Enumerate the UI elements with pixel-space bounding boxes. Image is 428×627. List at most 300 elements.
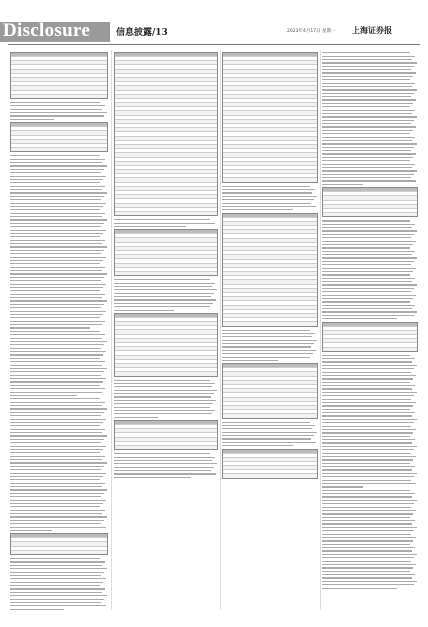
column-4 — [322, 50, 418, 610]
text-line — [10, 280, 101, 281]
text-line — [10, 159, 105, 160]
text-line — [10, 304, 104, 305]
text-line — [322, 388, 412, 389]
text-line — [322, 510, 416, 511]
text-line — [10, 115, 104, 116]
text-line — [10, 462, 107, 463]
text-line — [222, 330, 310, 331]
text-line — [322, 459, 413, 460]
text-line — [10, 530, 52, 531]
table-row — [11, 550, 107, 554]
text-line — [10, 578, 106, 579]
text-line — [10, 199, 101, 200]
text-line — [222, 435, 314, 436]
text-line — [10, 510, 105, 511]
text-line — [10, 429, 105, 430]
text-line — [322, 358, 415, 359]
text-line — [10, 297, 102, 298]
text-line — [10, 287, 103, 288]
text-line — [322, 493, 415, 494]
text-line — [10, 402, 105, 403]
text-line — [114, 457, 215, 458]
text-line — [10, 520, 104, 521]
text-line — [322, 157, 413, 158]
text-line — [222, 186, 310, 187]
text-line — [10, 263, 100, 264]
text-line — [222, 206, 316, 207]
data-table — [322, 187, 418, 217]
publication-date: 2023年4月17日 星期一 — [287, 29, 336, 34]
text-line — [10, 206, 103, 207]
text-line — [10, 425, 100, 426]
text-line — [322, 456, 416, 457]
text-line — [222, 422, 310, 423]
text-line — [322, 69, 411, 70]
text-line — [10, 568, 107, 569]
text-line — [114, 226, 186, 227]
text-line — [322, 52, 410, 53]
text-line — [322, 402, 416, 403]
text-line — [10, 496, 101, 497]
table-row — [223, 177, 317, 181]
text-line — [10, 119, 54, 120]
text-line — [322, 355, 410, 356]
text-line — [322, 395, 414, 396]
text-line — [10, 358, 100, 359]
text-line — [114, 303, 213, 304]
text-line — [322, 513, 413, 514]
text-line — [322, 385, 415, 386]
text-line — [222, 445, 293, 446]
column-1 — [10, 50, 108, 610]
table-row — [323, 212, 417, 216]
text-line — [222, 189, 315, 190]
text-line — [10, 176, 106, 177]
text-line — [10, 392, 102, 393]
table-row — [11, 94, 107, 98]
text-line — [322, 305, 415, 306]
text-line — [10, 371, 104, 372]
text-line — [322, 554, 417, 555]
text-line — [322, 268, 416, 269]
text-line — [10, 155, 100, 156]
text-line — [322, 103, 413, 104]
text-line — [322, 110, 415, 111]
text-line — [322, 301, 410, 302]
text-line — [322, 368, 414, 369]
text-line — [114, 400, 216, 401]
text-line — [322, 439, 415, 440]
text-line — [10, 375, 101, 376]
table-row — [115, 371, 217, 375]
text-line — [322, 584, 414, 585]
text-line — [322, 230, 417, 231]
text-line — [222, 357, 310, 358]
text-line — [322, 480, 411, 481]
text-line — [322, 79, 410, 80]
text-line — [10, 236, 100, 237]
text-line — [114, 470, 211, 471]
text-line — [10, 476, 103, 477]
text-line — [10, 558, 100, 559]
text-line — [114, 463, 217, 464]
text-line — [322, 540, 413, 541]
text-line — [10, 575, 101, 576]
text-line — [10, 422, 103, 423]
text-line — [322, 453, 411, 454]
text-line — [10, 311, 106, 312]
text-line — [322, 264, 411, 265]
text-line — [10, 213, 105, 214]
text-line — [322, 422, 414, 423]
text-line — [114, 286, 212, 287]
section-title: 信息披露/13 — [116, 28, 168, 38]
data-table — [10, 533, 108, 555]
text-line — [114, 310, 174, 311]
table-row — [223, 321, 317, 325]
text-line — [10, 565, 102, 566]
text-line — [10, 506, 100, 507]
text-line — [222, 343, 314, 344]
text-line — [10, 102, 100, 103]
text-line — [222, 350, 316, 351]
newspaper-name: 上海证券报 — [352, 25, 392, 35]
text-line — [10, 609, 64, 610]
text-line — [322, 446, 417, 447]
text-line — [10, 192, 107, 193]
text-line — [10, 260, 103, 261]
column-2 — [114, 50, 218, 610]
text-line — [10, 314, 103, 315]
text-line — [10, 112, 107, 113]
text-line — [10, 585, 100, 586]
text-line — [322, 177, 411, 178]
table-row — [115, 211, 217, 215]
text-line — [322, 72, 416, 73]
text-line — [322, 99, 416, 100]
text-line — [114, 306, 210, 307]
text-line — [114, 383, 215, 384]
text-line — [322, 429, 416, 430]
text-line — [322, 426, 411, 427]
text-line — [10, 226, 101, 227]
text-line — [322, 116, 417, 117]
text-line — [10, 351, 106, 352]
data-table — [222, 52, 318, 183]
text-line — [222, 360, 278, 361]
text-line — [322, 281, 412, 282]
text-line — [222, 336, 312, 337]
text-line — [322, 517, 410, 518]
text-line — [114, 467, 214, 468]
text-line — [10, 230, 106, 231]
text-line — [10, 432, 102, 433]
text-line — [322, 564, 416, 565]
text-line — [322, 247, 410, 248]
text-line — [322, 473, 417, 474]
text-line — [10, 449, 103, 450]
text-line — [10, 452, 100, 453]
text-line — [322, 66, 414, 67]
text-line — [322, 476, 414, 477]
text-line — [322, 442, 412, 443]
table-row — [323, 347, 417, 351]
text-line — [322, 544, 410, 545]
text-line — [322, 89, 417, 90]
text-line — [10, 338, 102, 339]
table-row — [115, 445, 217, 449]
text-line — [322, 143, 417, 144]
text-line — [10, 435, 107, 436]
text-line — [222, 432, 317, 433]
text-line — [322, 415, 412, 416]
text-line — [10, 523, 101, 524]
text-line — [322, 490, 410, 491]
text-line — [322, 137, 415, 138]
data-table — [114, 52, 218, 216]
text-line — [10, 398, 100, 399]
text-line — [322, 257, 417, 258]
text-line — [10, 473, 106, 474]
text-line — [322, 537, 416, 538]
text-line — [10, 219, 107, 220]
text-line — [322, 93, 414, 94]
text-line — [322, 507, 411, 508]
text-line — [114, 393, 214, 394]
text-line — [10, 344, 104, 345]
text-line — [222, 340, 317, 341]
text-line — [10, 162, 102, 163]
text-line — [10, 250, 104, 251]
text-line — [322, 244, 413, 245]
text-line — [322, 308, 412, 309]
text-line — [10, 243, 102, 244]
text-line — [322, 449, 414, 450]
text-line — [10, 189, 102, 190]
text-line — [322, 140, 412, 141]
text-line — [322, 527, 417, 528]
text-line — [222, 203, 311, 204]
text-line — [322, 365, 417, 366]
text-line — [322, 463, 410, 464]
text-line — [222, 333, 315, 334]
text-line — [222, 192, 312, 193]
text-line — [114, 410, 215, 411]
text-line — [10, 290, 100, 291]
table-row — [223, 473, 317, 477]
text-line — [10, 405, 102, 406]
text-line — [322, 133, 410, 134]
text-line — [322, 254, 412, 255]
text-line — [222, 438, 311, 439]
text-line — [10, 294, 105, 295]
text-line — [10, 513, 102, 514]
text-line — [10, 196, 104, 197]
data-table — [222, 213, 318, 327]
text-line — [322, 571, 410, 572]
text-line — [10, 354, 103, 355]
text-line — [10, 419, 106, 420]
section-banner: Disclosure — [3, 20, 91, 41]
text-line — [10, 240, 105, 241]
text-line — [322, 284, 417, 285]
table-row — [223, 413, 317, 417]
text-line — [10, 469, 101, 470]
text-line — [10, 165, 107, 166]
text-line — [10, 257, 106, 258]
text-line — [322, 274, 410, 275]
text-line — [322, 382, 410, 383]
masthead — [0, 0, 428, 44]
text-line — [322, 466, 415, 467]
text-line — [222, 428, 312, 429]
text-line — [322, 251, 415, 252]
text-line — [10, 516, 107, 517]
text-line — [322, 574, 415, 575]
text-line — [322, 291, 411, 292]
text-line — [10, 412, 104, 413]
text-line — [114, 417, 158, 418]
text-line — [322, 547, 415, 548]
text-line — [10, 348, 101, 349]
text-line — [222, 196, 317, 197]
text-line — [322, 520, 415, 521]
text-line — [114, 296, 211, 297]
text-line — [322, 241, 416, 242]
column-divider — [220, 50, 221, 610]
text-line — [10, 334, 105, 335]
text-line — [322, 561, 411, 562]
text-line — [322, 153, 416, 154]
data-table — [10, 52, 108, 99]
text-line — [114, 283, 215, 284]
text-line — [10, 446, 106, 447]
text-line — [10, 381, 103, 382]
text-line — [10, 388, 105, 389]
text-line — [10, 602, 101, 603]
text-line — [10, 307, 101, 308]
text-line — [10, 327, 90, 328]
text-line — [322, 295, 416, 296]
text-line — [322, 59, 412, 60]
column-3 — [222, 50, 318, 610]
text-line — [10, 588, 105, 589]
text-line — [114, 293, 214, 294]
text-line — [322, 150, 411, 151]
text-line — [10, 500, 106, 501]
column-divider — [111, 50, 112, 610]
text-line — [10, 395, 77, 396]
text-line — [10, 361, 105, 362]
text-line — [322, 405, 413, 406]
text-line — [10, 109, 102, 110]
text-line — [322, 160, 410, 161]
text-line — [322, 318, 397, 319]
text-line — [322, 503, 414, 504]
text-line — [322, 375, 416, 376]
text-line — [10, 341, 107, 342]
text-line — [322, 278, 415, 279]
text-line — [322, 76, 413, 77]
data-table — [322, 322, 418, 352]
text-line — [322, 184, 363, 185]
text-line — [10, 172, 101, 173]
text-line — [10, 527, 106, 528]
text-line — [114, 289, 217, 290]
text-line — [322, 56, 415, 57]
text-line — [222, 425, 315, 426]
text-line — [10, 595, 107, 596]
text-line — [322, 581, 417, 582]
text-line — [322, 174, 414, 175]
text-line — [114, 413, 212, 414]
text-line — [10, 439, 104, 440]
text-line — [322, 147, 414, 148]
text-line — [10, 273, 107, 274]
text-line — [322, 113, 412, 114]
text-line — [322, 167, 412, 168]
text-line — [322, 530, 414, 531]
text-line — [114, 299, 216, 300]
text-line — [322, 120, 414, 121]
text-line — [322, 311, 417, 312]
text-line — [10, 408, 107, 409]
data-table — [222, 449, 318, 479]
text-line — [114, 223, 215, 224]
text-line — [322, 419, 417, 420]
text-line — [322, 96, 411, 97]
data-table — [114, 229, 218, 276]
text-line — [10, 233, 103, 234]
text-line — [322, 392, 417, 393]
text-line — [322, 436, 410, 437]
text-line — [322, 409, 410, 410]
text-line — [10, 456, 105, 457]
text-line — [322, 557, 414, 558]
text-line — [10, 223, 104, 224]
text-line — [322, 298, 413, 299]
text-line — [322, 123, 411, 124]
text-line — [10, 385, 100, 386]
text-line — [322, 496, 412, 497]
text-line — [10, 483, 105, 484]
data-table — [10, 122, 108, 152]
text-line — [10, 209, 100, 210]
text-line — [10, 277, 104, 278]
text-line — [322, 271, 413, 272]
data-table — [222, 363, 318, 418]
text-line — [322, 106, 410, 107]
text-line — [222, 209, 293, 210]
data-table — [114, 313, 218, 377]
text-line — [10, 203, 106, 204]
text-line — [322, 164, 415, 165]
text-line — [10, 442, 101, 443]
text-line — [322, 378, 413, 379]
text-line — [222, 346, 311, 347]
text-line — [10, 599, 104, 600]
text-line — [322, 577, 412, 578]
text-line — [322, 567, 413, 568]
text-line — [10, 503, 103, 504]
text-line — [322, 227, 412, 228]
text-line — [10, 105, 105, 106]
text-line — [322, 224, 415, 225]
text-line — [322, 62, 417, 63]
masthead-rule — [8, 44, 420, 45]
text-line — [10, 466, 104, 467]
text-line — [10, 284, 106, 285]
